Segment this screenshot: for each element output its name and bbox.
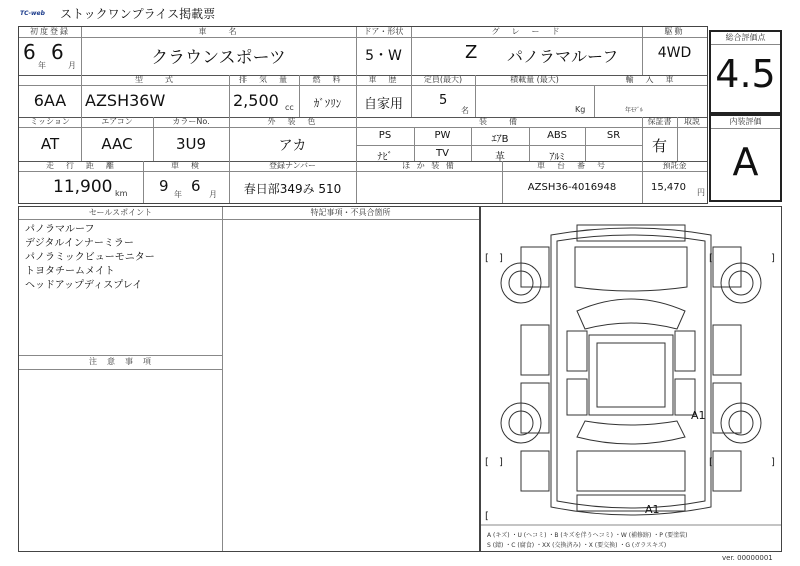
unit-persons: 名	[461, 106, 469, 115]
logo: TC-web	[20, 10, 45, 17]
displacement: 2,500	[233, 91, 279, 110]
equip-airbag: ｴｱB	[491, 134, 509, 145]
damage-mark-right: A1	[691, 409, 706, 422]
special-notes-label: 特記事項・不具合箇所	[310, 208, 391, 217]
hdr-aircon: エアコン	[101, 117, 133, 126]
interior-score-label: 内装評価	[711, 116, 780, 129]
list-item: デジタルインナーミラー	[25, 238, 134, 249]
grade-z: Z	[465, 42, 478, 63]
equip-tv: TV	[436, 148, 449, 159]
equip-abs: ABS	[547, 130, 567, 141]
selling-points-label: セールスポイント	[88, 208, 153, 217]
spec-grid	[18, 26, 708, 204]
damage-mark-rear: A1	[645, 503, 660, 516]
hdr-other-equipment: ほ か 装 備	[402, 161, 456, 170]
unit-yen: 円	[697, 188, 705, 197]
hdr-exterior-color: 外 装 色	[267, 117, 318, 126]
interior-score: A	[732, 140, 759, 184]
plate-number: 春日部349み 510	[243, 182, 342, 196]
hdr-fuel: 燃 料	[312, 75, 343, 84]
color-no: 3U9	[175, 135, 207, 153]
deposit: 15,470	[651, 182, 686, 193]
drive: 4WD	[657, 45, 692, 61]
equip-ps: PS	[378, 130, 392, 141]
reg-month: 6	[51, 40, 64, 64]
exterior-color: アカ	[278, 138, 307, 154]
hdr-mileage: 走 行 距 離	[46, 161, 116, 170]
car-diagram-svg	[481, 207, 781, 551]
hdr-color-no: カラーNo.	[172, 117, 210, 126]
list-item: ヘッドアップディスプレイ	[25, 280, 143, 291]
legend-line-1: A (キズ) ・U (ヘコミ) ・B (キズを伴うヘコミ) ・W (補修跡) ・P (要塗装)	[487, 532, 688, 539]
hdr-equipment: 装 備	[479, 117, 519, 126]
hdr-drive: 駆動	[664, 27, 685, 36]
hdr-displacement: 排 気 量	[239, 75, 289, 84]
model-prefix: 6AA	[33, 91, 67, 110]
bracket-fr: [	[709, 253, 713, 264]
hdr-load-capacity: 積載量 (最大)	[510, 75, 559, 84]
model: AZSH36W	[85, 91, 166, 110]
unit-insp-month: 月	[209, 190, 217, 199]
legend-line-2: S (錆) ・C (腐食) ・XX (交換済み) ・X (要交換) ・G (ガラスキズ)	[487, 542, 667, 549]
hdr-car-name: 車 名	[198, 27, 239, 36]
hdr-capacity: 定員(最大)	[423, 75, 463, 84]
overall-score-label: 総合評価点	[711, 32, 780, 45]
aircon: AAC	[101, 135, 133, 153]
unit-km: km	[115, 189, 128, 198]
equip-pw: PW	[434, 130, 451, 141]
hdr-inspection: 車 検	[171, 161, 201, 170]
unit-cc: cc	[285, 103, 294, 112]
unit-month: 月	[68, 61, 76, 70]
overall-score-box	[709, 30, 782, 114]
grade-name: パノラマルーフ	[507, 47, 619, 66]
version-label: ver. 00000001	[722, 554, 773, 562]
unit-kg: Kg	[575, 105, 586, 114]
mileage: 11,900	[53, 177, 113, 197]
hdr-warranty: 保証書	[647, 117, 672, 126]
door-shape: 5・W	[365, 48, 402, 64]
equip-sr: SR	[606, 130, 621, 141]
equip-leather: 革	[495, 152, 505, 163]
unit-year: 年	[38, 61, 46, 70]
insp-year: 9	[159, 177, 169, 195]
hdr-history: 車 歴	[368, 75, 399, 84]
caution-label: 注 意 事 項	[89, 357, 152, 366]
insp-month: 6	[191, 177, 201, 195]
list-item: トヨタチームメイト	[25, 266, 115, 277]
hdr-grade: グ レ ー ド	[491, 27, 562, 36]
unit-insp-year: 年	[174, 190, 182, 199]
page-title: ストックワンプライス掲載票	[60, 7, 216, 21]
hdr-chassis-no: 車 台 番 号	[537, 161, 607, 170]
unit-year-model: 年ﾓﾃﾞﾙ	[625, 107, 644, 114]
car-name: クラウンスポーツ	[151, 48, 286, 68]
bracket-rr: [	[709, 457, 713, 468]
hdr-deposit: 預託金	[662, 161, 687, 170]
damage-diagram	[480, 206, 782, 552]
list-item: パノラマルーフ	[25, 224, 95, 235]
interior-score-box	[709, 114, 782, 202]
bracket-fr-close: ]	[771, 253, 775, 264]
hdr-door-shape: ドア・形状	[363, 27, 404, 36]
reg-year: 6	[23, 40, 36, 64]
capacity: 5	[439, 93, 448, 108]
lower-panel	[18, 206, 480, 552]
bracket-rr-close: ]	[771, 457, 775, 468]
hdr-plate: 登録ナンバー	[268, 161, 317, 170]
list-item: パノラミックビューモニター	[25, 252, 155, 263]
history: 自家用	[363, 97, 403, 112]
hdr-import: 輸 入 車	[625, 75, 676, 84]
bracket-bottom: [	[485, 511, 489, 522]
fuel: ｶﾞｿﾘﾝ	[313, 97, 342, 110]
hdr-mission: ミッション	[30, 117, 70, 126]
hdr-manual: 取説	[684, 117, 700, 126]
bracket-rl: [	[485, 457, 489, 468]
equip-navi: ﾅﾋﾞ	[377, 152, 393, 163]
bracket-fl: [	[485, 253, 489, 264]
selling-points-list	[25, 223, 155, 293]
hdr-model: 型 式	[135, 75, 175, 84]
overall-score: 4.5	[715, 52, 776, 96]
warranty: 有	[651, 137, 667, 155]
mission: AT	[40, 135, 60, 153]
bracket-rl-close: ]	[499, 457, 503, 468]
hdr-first-registration: 初度登録	[30, 27, 70, 36]
bracket-fl-close: ]	[499, 253, 503, 264]
equip-alloy: ｱﾙﾐ	[549, 152, 565, 163]
chassis-no: AZSH36-4016948	[527, 182, 617, 193]
